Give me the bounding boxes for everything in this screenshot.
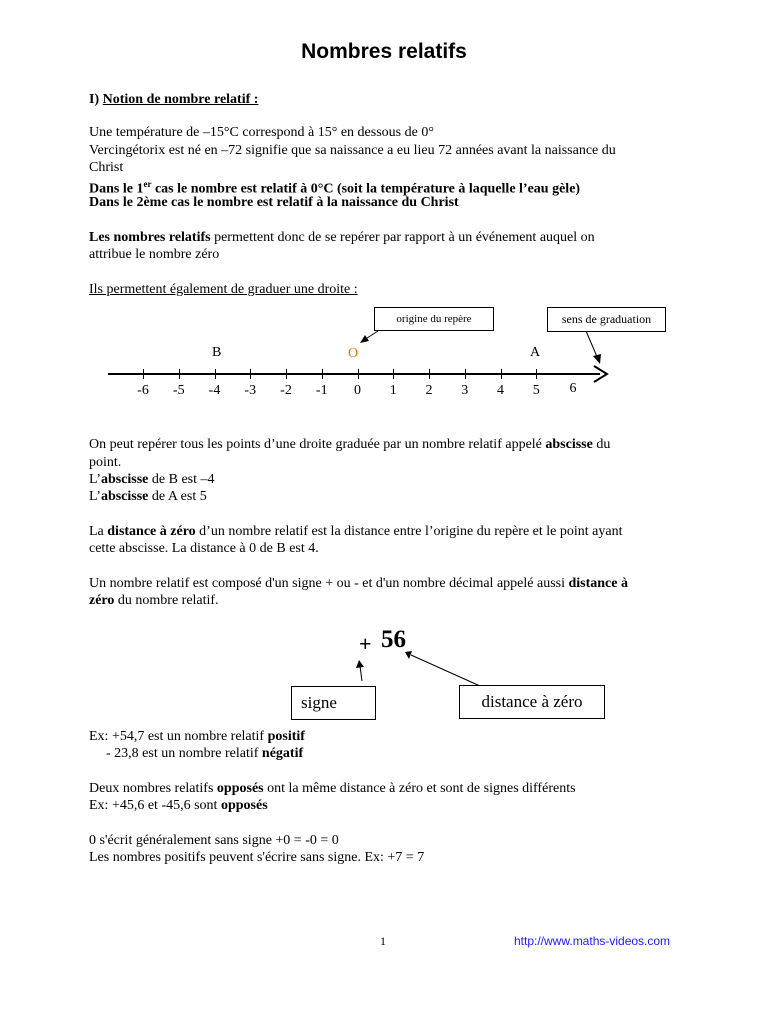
paragraph-line: Christ: [89, 160, 124, 175]
page-number: 1: [380, 934, 386, 948]
number-line-tick: [393, 369, 394, 379]
number-line-tick-label: 1: [389, 383, 397, 398]
example-line: - 23,8 est un nombre relatif négatif: [106, 746, 304, 761]
paragraph-line: Les nombres relatifs permettent donc de se repérer par rapport à un événement auquel on: [89, 230, 595, 245]
number-line-tick-label: -6: [137, 383, 149, 398]
sign-label-box: [291, 686, 376, 720]
paragraph-line: L’abscisse de A est 5: [89, 489, 207, 504]
section-title: Notion de nombre relatif :: [102, 92, 259, 107]
number-line-tick: [536, 369, 537, 379]
number-line-tick-label: 5: [532, 383, 540, 398]
number-line-tick-label: 0: [354, 383, 361, 398]
paragraph-line: Ils permettent également de graduer une droite :: [89, 282, 358, 297]
paragraph-line: Deux nombres relatifs opposés ont la même distance à zéro et sont de signes différents: [89, 781, 576, 796]
paragraph-line: attribue le nombre zéro: [89, 247, 220, 262]
number-line-tick-label: -2: [280, 383, 292, 398]
footer-link[interactable]: http://www.maths-videos.com: [514, 934, 671, 948]
number-line-tick-label: 6: [569, 381, 577, 396]
paragraph-line: 0 s'écrit généralement sans signe +0 = -0 = 0: [89, 833, 339, 848]
paragraph-line: Une température de –15°C correspond à 15° en dessous de 0°: [89, 125, 434, 140]
number-line-tick-label: -5: [172, 383, 185, 398]
number-line-tick: [465, 369, 466, 379]
point-b-label: B: [212, 345, 222, 360]
paragraph-line: zéro du nombre relatif.: [89, 593, 219, 608]
point-o-label: O: [348, 346, 359, 361]
number-line-tick-label: -1: [315, 383, 328, 398]
paragraph-line: Dans le 2ème cas le nombre est relatif à la naissance du Christ: [89, 195, 459, 210]
distance-number: 56: [381, 626, 406, 653]
page-title: Nombres relatifs: [301, 40, 467, 63]
number-line-tick: [322, 369, 323, 379]
paragraph-line: Ex: +45,6 et -45,6 sont opposés: [89, 798, 268, 813]
sign-label: signe: [301, 693, 337, 712]
paragraph-line: point.: [89, 455, 122, 470]
number-line-tick: [250, 369, 251, 379]
paragraph-line: Les nombres positifs peuvent s'écrire sans signe. Ex: +7 = 7: [89, 850, 425, 865]
number-line-tick: [286, 369, 287, 379]
callout-origin: [374, 307, 494, 331]
paragraph-line: Un nombre relatif est composé d'un signe + ou - et d'un nombre décimal appelé aussi distance à: [89, 576, 628, 591]
distance-label: distance à zéro: [481, 692, 583, 711]
number-line-tick-label: -4: [208, 383, 221, 398]
number-line-tick-label: 2: [425, 383, 433, 398]
number-line-tick: [358, 369, 359, 379]
distance-label-box: [459, 685, 605, 719]
point-a-label: A: [530, 345, 541, 360]
number-line-tick: [143, 369, 144, 379]
paragraph-line: On peut repérer tous les points d’une droite graduée par un nombre relatif appelé abscisse du: [89, 437, 611, 452]
callout-origin-label: origine du repère: [396, 313, 472, 325]
section-number: I): [89, 92, 100, 107]
number-line-tick: [429, 369, 430, 379]
paragraph-line: Vercingétorix est né en –72 signifie que sa naissance a eu lieu 72 années avant la naissance du: [89, 143, 616, 158]
number-line-tick-label: -3: [244, 383, 257, 398]
paragraph-line: cette abscisse. La distance à 0 de B est 4.: [89, 541, 319, 556]
callout-direction: [547, 307, 666, 332]
number-line-tick-label: 4: [497, 383, 504, 398]
number-line-tick-label: 3: [461, 383, 469, 398]
number-line-tick: [501, 369, 502, 379]
paragraph-line: L’abscisse de B est –4: [89, 472, 215, 487]
paragraph-line: La distance à zéro d’un nombre relatif est la distance entre l’origine du repère et le point ayant: [89, 524, 623, 539]
number-line-tick: [215, 369, 216, 379]
number-line-tick: [179, 369, 180, 379]
callout-direction-label: sens de graduation: [561, 312, 652, 326]
example-line: Ex: +54,7 est un nombre relatif positif: [89, 729, 305, 744]
sign-symbol: +: [359, 631, 372, 656]
paragraph-line: Dans le 1er cas le nombre est relatif à 0°C (soit la température à laquelle l’eau gèle): [89, 179, 581, 197]
